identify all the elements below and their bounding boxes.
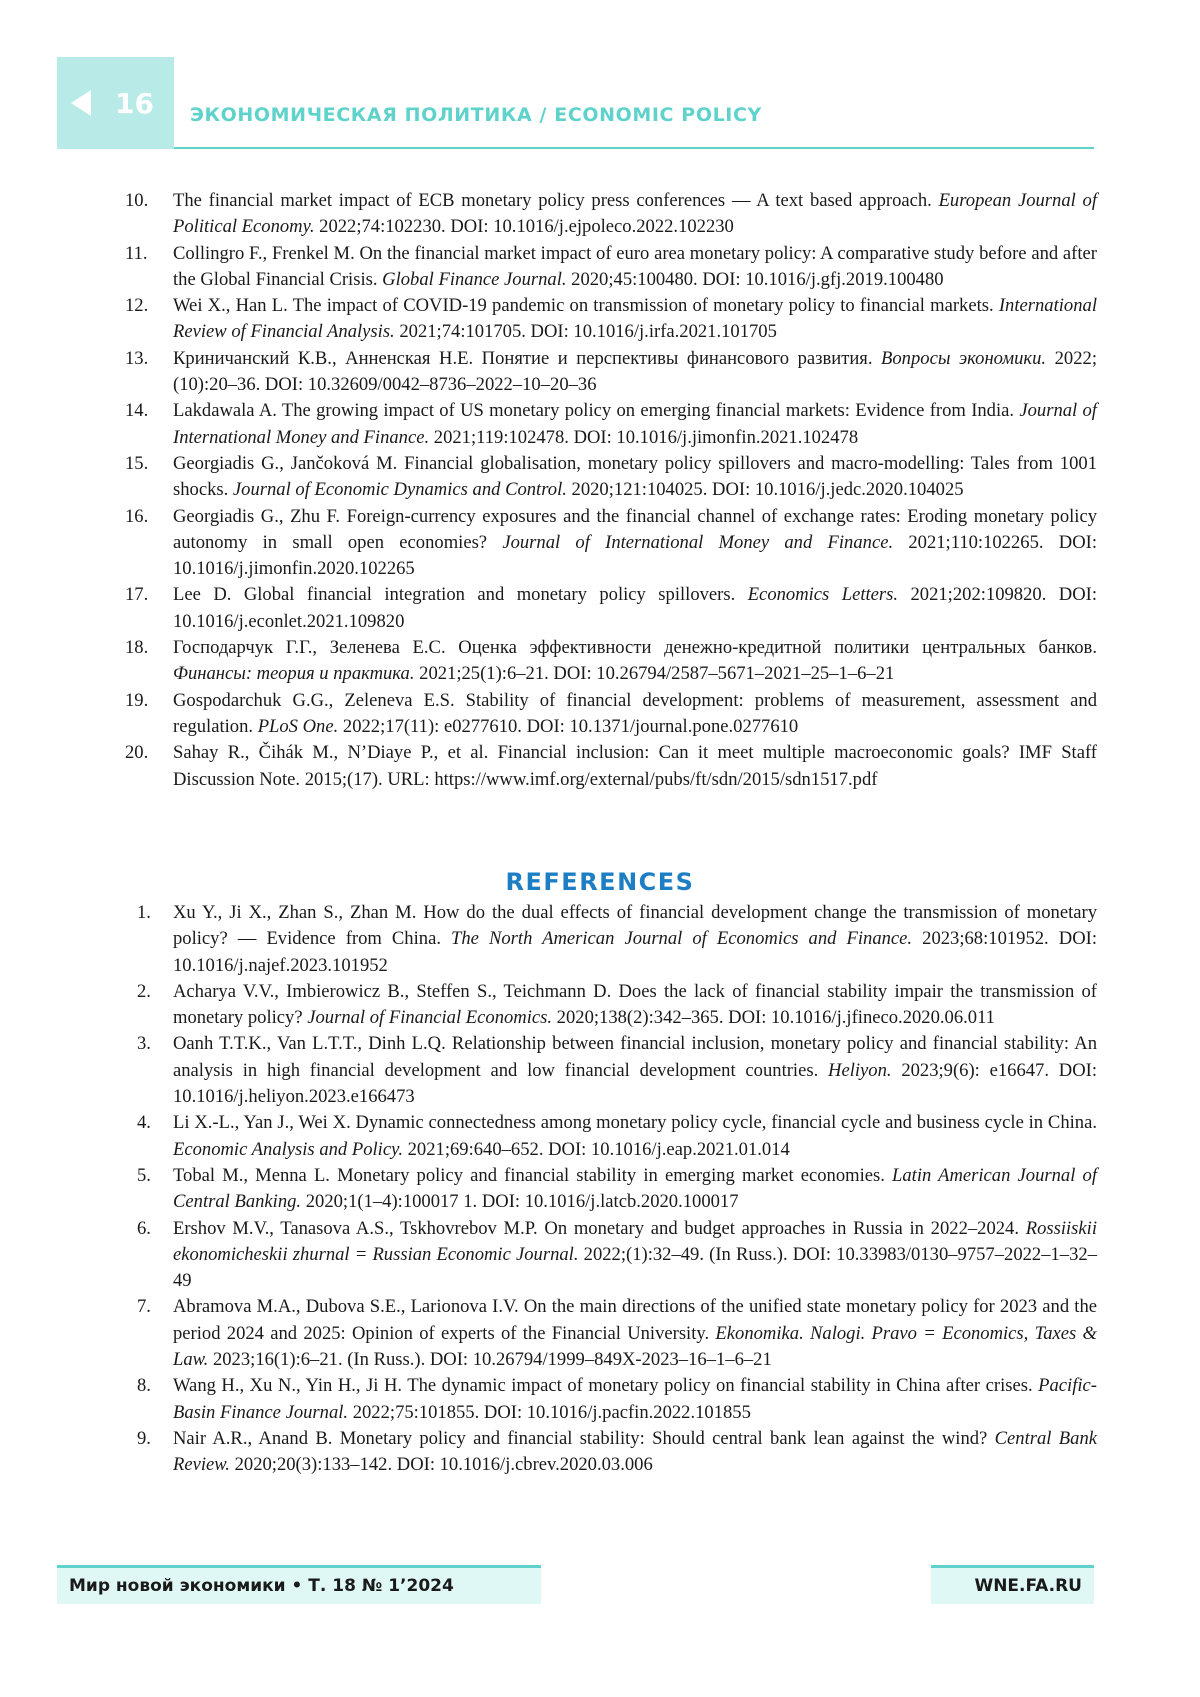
reference-text: Xu Y., Ji X., Zhan S., Zhan M. How do the dual effects of financial development change the transmission of monetary policy? — Evidence from China. — [173, 902, 1097, 950]
reference-text: The financial market impact of ECB monetary policy press conferences — A text based approach. — [173, 190, 939, 211]
reference-item — [125, 1110, 1097, 1163]
reference-item — [125, 188, 1097, 241]
reference-text: Nair A.R., Anand B. Monetary policy and financial stability: Should central bank lean against the wind? — [173, 1427, 995, 1449]
reference-item — [125, 900, 1097, 979]
header-divider — [174, 147, 1094, 149]
reference-number: 3. — [137, 1033, 151, 1055]
reference-text: Ershov M.V., Tanasova A.S., Tskhovrebov M.P. On monetary and budget approaches in Russia in 2022–2024. — [173, 1217, 1026, 1239]
reference-number: 2. — [137, 980, 151, 1002]
reference-journal: PLoS One. — [257, 715, 339, 737]
reference-text: Gospodarchuk G.G., Zeleneva E.S. Stability of financial development: problems of measurement, assessment and regulation. — [173, 689, 1097, 737]
reference-number: 16. — [125, 505, 149, 527]
reference-details: 2020;138(2):342–365. DOI: 10.1016/j.jfineco.2020.06.011 — [552, 1007, 995, 1029]
reference-item — [125, 398, 1097, 451]
reference-details: 2020;20(3):133–142. DOI: 10.1016/j.cbrev.2020.03.006 — [229, 1454, 653, 1476]
reference-details: 2020;121:104025. DOI: 10.1016/j.jedc.2020.104025 — [566, 479, 964, 501]
reference-journal: Вопросы экономики. — [881, 347, 1047, 369]
reference-journal: Journal of International Money and Finance. — [502, 531, 894, 553]
reference-number: 7. — [137, 1296, 151, 1318]
reference-number: 4. — [137, 1112, 151, 1134]
reference-details: 2022;17(11): e0277610. DOI: 10.1371/journal.pone.0277610 — [338, 715, 799, 737]
reference-item — [125, 1426, 1097, 1479]
reference-text: Господарчук Г.Г., Зеленева Е.С. Оценка эффективности денежно-кредитной политики центральных банков. — [173, 637, 1097, 659]
reference-number: 1. — [137, 902, 151, 923]
reference-journal: Central Bank Review. — [173, 1427, 1097, 1476]
reference-text: Georgiadis G., Jančoková M. Financial globalisation, monetary policy spillovers and macro-modelling: Tales from 1001 shocks. — [173, 452, 1097, 501]
reference-journal: Pacific-Basin Finance Journal. — [173, 1375, 1097, 1423]
reference-item — [125, 293, 1097, 346]
reference-number: 6. — [137, 1217, 151, 1239]
reference-text: Lee D. Global financial integration and monetary policy spillovers. — [173, 584, 748, 606]
reference-item — [125, 504, 1097, 583]
reference-item — [125, 1294, 1097, 1373]
reference-details: 2021;25(1):6–21. DOI: 10.26794/2587–5671–2021–25–1–6–21 — [414, 663, 895, 685]
header-page-block — [57, 57, 174, 149]
reference-details: 2022;(10):20–36. DOI: 10.32609/0042–8736–2022–10–20–36 — [173, 347, 1097, 396]
reference-journal: International Review of Financial Analysis. — [173, 295, 1097, 343]
footer-journal-issue: Мир новой экономики • Т. 18 № 1’2024 — [57, 1565, 541, 1604]
reference-number: 10. — [125, 190, 149, 211]
reference-details: 2023;68:101952. DOI: 10.1016/j.najef.2023.101952 — [173, 928, 1097, 976]
page-number: 16 — [115, 86, 154, 120]
reference-number: 17. — [125, 584, 149, 606]
reference-journal: Global Finance Journal. — [382, 268, 567, 290]
english-reference-list — [125, 900, 1097, 1479]
reference-details: 2022;75:101855. DOI: 10.1016/j.pacfin.2022.101855 — [348, 1401, 751, 1423]
reference-number: 5. — [137, 1164, 151, 1186]
reference-item — [125, 346, 1097, 399]
reference-journal: Journal of Economic Dynamics and Control. — [232, 479, 567, 501]
reference-item — [125, 979, 1097, 1032]
reference-text: Wang H., Xu N., Yin H., Ji H. The dynamic impact of monetary policy on financial stability in China after crises. — [173, 1375, 1039, 1397]
reference-number: 19. — [125, 689, 149, 711]
reference-item — [125, 241, 1097, 294]
russian-reference-list — [125, 188, 1097, 793]
reference-number: 8. — [137, 1375, 151, 1397]
reference-details: 2022;74:102230. DOI: 10.1016/j.ejpoleco.2022.102230 — [314, 216, 734, 238]
reference-details: 2022;(1):32–49. (In Russ.). DOI: 10.33983/0130–9757–2022–1–32–49 — [173, 1243, 1097, 1292]
reference-number: 13. — [125, 347, 149, 369]
reference-text: Acharya V.V., Imbierowicz B., Steffen S., Teichmann D. Does the lack of financial stability impair the transmission of monetary policy? — [173, 980, 1097, 1029]
reference-journal: Journal of International Money and Finance. — [173, 400, 1097, 448]
reference-number: 14. — [125, 400, 149, 422]
reference-journal: The North American Journal of Economics and Finance. — [451, 928, 913, 950]
reference-text: Lakdawala A. The growing impact of US monetary policy on emerging financial markets: Evidence from India. — [173, 400, 1020, 422]
reference-details: 2021;202:109820. DOI: 10.1016/j.econlet.2021.109820 — [173, 584, 1098, 632]
references-heading: REFERENCES — [505, 868, 695, 896]
reference-details: 2023;16(1):6–21. (In Russ.). DOI: 10.26794/1999–849X-2023–16–1–6–21 — [208, 1349, 772, 1371]
reference-number: 15. — [125, 452, 149, 474]
reference-journal: Economic Analysis and Policy. — [173, 1138, 403, 1160]
reference-item — [125, 1373, 1097, 1426]
reference-journal: Финансы: теория и практика. — [173, 663, 415, 685]
reference-item — [125, 635, 1097, 688]
reference-journal: Ekonomika. Nalogi. Pravo = Economics, Taxes & Law. — [173, 1322, 1098, 1371]
reference-details: 2020;1(1–4):100017 1. DOI: 10.1016/j.latcb.2020.100017 — [301, 1191, 739, 1213]
reference-item — [125, 1216, 1097, 1295]
reference-item — [125, 582, 1097, 635]
reference-journal: Rossiiskii ekonomicheskii zhurnal = Russian Economic Journal. — [173, 1217, 1097, 1265]
footer-website-link[interactable]: WNE.FA.RU — [931, 1565, 1094, 1604]
reference-text: Abramova M.A., Dubova S.E., Larionova I.V. On the main directions of the unified state monetary policy for 2023 and the period 2024 and 2025: Opinion of experts of the Financial University. — [173, 1296, 1097, 1344]
reference-number: 18. — [125, 637, 149, 659]
reference-number: 11. — [125, 242, 148, 264]
reference-text: Криничанский К.В., Анненская Н.Е. Понятие и перспективы финансового развития. — [173, 347, 882, 369]
reference-number: 20. — [125, 742, 149, 764]
reference-journal: Heliyon. — [828, 1059, 892, 1081]
reference-number: 9. — [137, 1427, 151, 1449]
section-title: ЭКОНОМИЧЕСКАЯ ПОЛИТИКА / ECONOMIC POLICY — [190, 104, 762, 126]
reference-journal: Economics Letters. — [747, 584, 899, 606]
reference-details: 2021;69:640–652. DOI: 10.1016/j.eap.2021.01.014 — [402, 1138, 790, 1160]
reference-item — [125, 451, 1097, 504]
reference-item — [125, 1031, 1097, 1110]
reference-item — [125, 1163, 1097, 1216]
reference-journal: Latin American Journal of Central Banking. — [173, 1164, 1097, 1213]
reference-text: Wei X., Han L. The impact of COVID-19 pandemic on transmission of monetary policy to financial markets. — [173, 295, 999, 317]
reference-journal: Journal of Financial Economics. — [307, 1007, 553, 1029]
reference-details: 2021;74:101705. DOI: 10.1016/j.irfa.2021.101705 — [394, 321, 777, 343]
reference-item — [125, 688, 1097, 741]
reference-text: Oanh T.T.K., Van L.T.T., Dinh L.Q. Relationship between financial inclusion, monetary policy and financial stability: An analysis in high financial development and low financial development countries. — [173, 1033, 1097, 1081]
triangle-left-icon[interactable] — [71, 90, 91, 116]
reference-item — [125, 740, 1097, 793]
reference-details: 2020;45:100480. DOI: 10.1016/j.gfj.2019.100480 — [566, 268, 944, 290]
reference-text: Tobal M., Menna L. Monetary policy and financial stability in emerging market economies. — [173, 1164, 893, 1186]
reference-journal: European Journal of Political Economy. — [173, 190, 1098, 238]
reference-details: 2021;119:102478. DOI: 10.1016/j.jimonfin.2021.102478 — [429, 426, 859, 448]
reference-text: Collingro F., Frenkel M. On the financial market impact of euro area monetary policy: A comparative study before and after the Global Financial Crisis. — [173, 242, 1097, 290]
reference-text: Georgiadis G., Zhu F. Foreign-currency exposures and the financial channel of exchange rates: Eroding monetary policy autonomy in small open economies? — [173, 505, 1097, 553]
reference-details: 2023;9(6): e16647. DOI: 10.1016/j.heliyon.2023.e166473 — [173, 1059, 1097, 1108]
reference-details: 2021;110:102265. DOI: 10.1016/j.jimonfin.2020.102265 — [173, 531, 1097, 580]
reference-number: 12. — [125, 295, 149, 317]
reference-text: Li X.-L., Yan J., Wei X. Dynamic connectedness among monetary policy cycle, financial cycle and business cycle in China. — [173, 1112, 1097, 1134]
reference-text: Sahay R., Čihák M., N’Diaye P., et al. Financial inclusion: Can it meet multiple macroeconomic goals? IMF Staff Discussion Note. 2015;(17). URL: https://www.imf.org/external/pubs/ft/sdn/2015/sdn1517.pdf — [173, 742, 1097, 790]
